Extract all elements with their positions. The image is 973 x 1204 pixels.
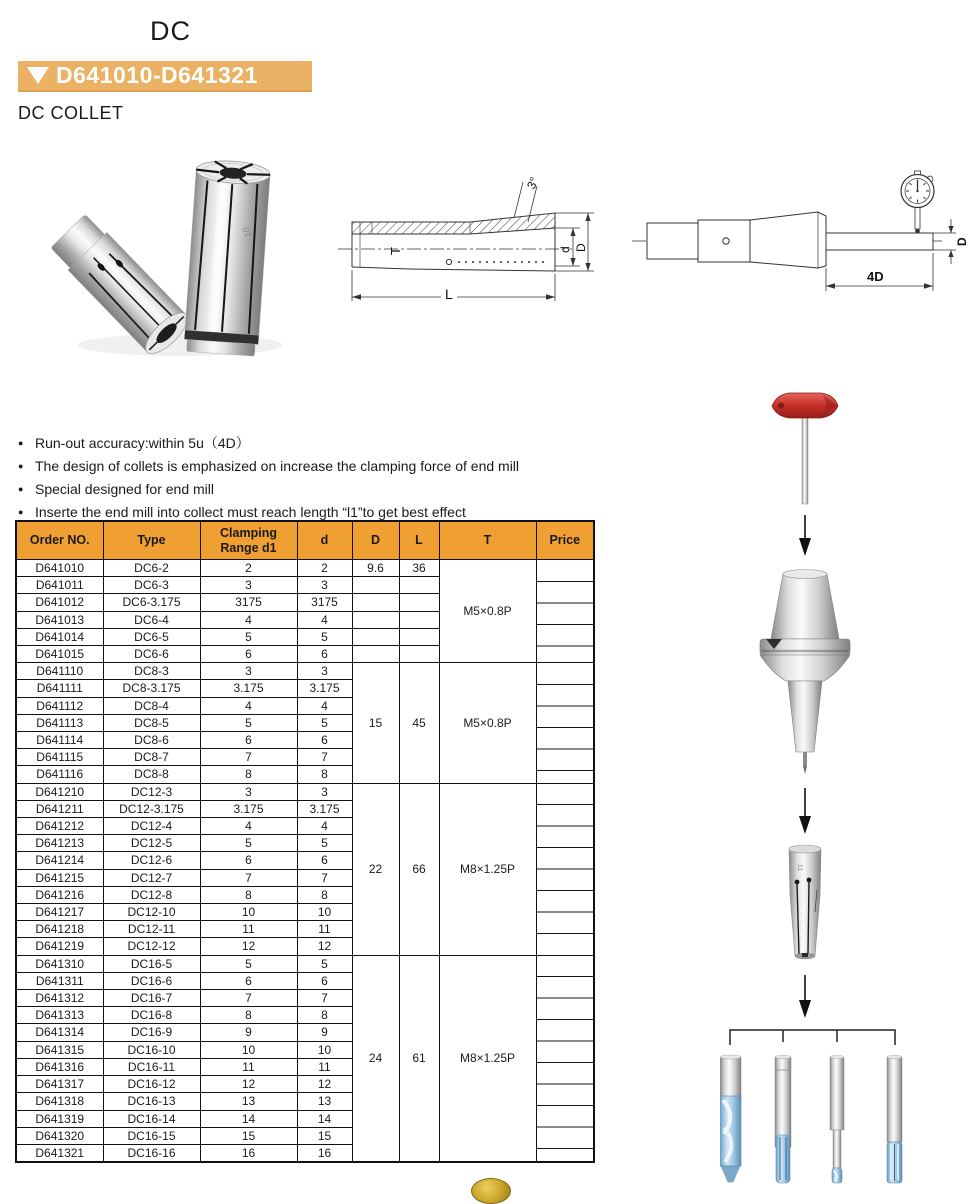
- angle-label: 3°: [524, 174, 542, 192]
- dial-indicator-icon: [901, 171, 934, 233]
- big-d-cell: 9.6: [352, 560, 399, 577]
- order-no-cell: D641013: [16, 611, 103, 628]
- clamping-range-cell: 7: [200, 869, 297, 886]
- t-cell: M8×1.25P: [439, 783, 536, 955]
- order-no-cell: D641110: [16, 663, 103, 680]
- order-no-cell: D641318: [16, 1093, 103, 1110]
- tool-holder: [760, 570, 850, 775]
- page-title: DC: [150, 16, 191, 46]
- type-cell: DC8-4: [103, 697, 200, 714]
- clamping-range-cell: 14: [200, 1110, 297, 1127]
- big-d-cell: [352, 611, 399, 628]
- price-cell: [536, 783, 594, 955]
- spec-table-body: [16, 560, 594, 1163]
- order-no-cell: D641317: [16, 1076, 103, 1093]
- clamping-range-cell: 5: [200, 835, 297, 852]
- order-no-cell: D641212: [16, 818, 103, 835]
- order-no-cell: D641112: [16, 697, 103, 714]
- type-cell: DC8-8: [103, 766, 200, 783]
- order-no-cell: D641313: [16, 1007, 103, 1024]
- d-cell: 10: [297, 904, 352, 921]
- feature-item: ● Run-out accuracy:within 5u（4D）: [18, 432, 519, 455]
- order-no-cell: D641211: [16, 800, 103, 817]
- d-cell: 8: [297, 886, 352, 903]
- clamping-range-cell: 3: [200, 663, 297, 680]
- clamping-range-cell: 3: [200, 577, 297, 594]
- length-dim-label: L: [445, 286, 453, 302]
- type-cell: DC16-9: [103, 1024, 200, 1041]
- clamping-range-cell: 4: [200, 697, 297, 714]
- d-cell: 13: [297, 1093, 352, 1110]
- type-cell: DC12-10: [103, 904, 200, 921]
- t-cell: M5×0.8P: [439, 560, 536, 663]
- type-cell: DC16-12: [103, 1076, 200, 1093]
- type-cell: DC16-8: [103, 1007, 200, 1024]
- d-cell: 4: [297, 818, 352, 835]
- type-cell: DC16-15: [103, 1127, 200, 1144]
- type-cell: DC12-7: [103, 869, 200, 886]
- order-no-cell: D641115: [16, 749, 103, 766]
- clamping-range-cell: 2: [200, 560, 297, 577]
- end-mill-2: [775, 1055, 791, 1183]
- clamping-range-cell: 5: [200, 955, 297, 972]
- l-cell: [399, 577, 439, 594]
- clamping-range-cell: 6: [200, 852, 297, 869]
- order-no-cell: D641214: [16, 852, 103, 869]
- d-cell: 5: [297, 835, 352, 852]
- type-cell: DC8-3: [103, 663, 200, 680]
- d-cell: 3.175: [297, 800, 352, 817]
- col-header-T: T: [439, 521, 536, 560]
- d-cell: 6: [297, 646, 352, 663]
- l-cell: [399, 611, 439, 628]
- table-row: [16, 955, 594, 972]
- clamping-range-cell: 9: [200, 1024, 297, 1041]
- l-cell: 66: [399, 783, 439, 955]
- col-header-d: d: [297, 521, 352, 560]
- table-row: [16, 783, 594, 800]
- order-no-cell: D641111: [16, 680, 103, 697]
- l-cell: [399, 594, 439, 611]
- clamping-range-cell: 6: [200, 646, 297, 663]
- feature-list: [18, 432, 519, 524]
- big-d-cell: [352, 628, 399, 645]
- order-no-cell: D641010: [16, 560, 103, 577]
- order-no-cell: D641210: [16, 783, 103, 800]
- runout-length-label: 4D: [867, 269, 884, 284]
- l-cell: 45: [399, 663, 439, 783]
- type-cell: DC16-14: [103, 1110, 200, 1127]
- feature-item: ● The design of collets is emphasized on increase the clamping force of end mill: [18, 455, 519, 478]
- d-cell: 6: [297, 852, 352, 869]
- t-cell: M8×1.25P: [439, 955, 536, 1162]
- assembly-diagram: [720, 390, 973, 1189]
- upright-collet: [184, 159, 271, 357]
- d-cell: 3: [297, 577, 352, 594]
- l-cell: 36: [399, 560, 439, 577]
- d-cell: 3175: [297, 594, 352, 611]
- clamping-range-cell: 7: [200, 990, 297, 1007]
- clamping-range-cell: 16: [200, 1144, 297, 1162]
- big-d-cell: [352, 577, 399, 594]
- type-cell: DC12-12: [103, 938, 200, 955]
- order-no-cell: D641011: [16, 577, 103, 594]
- l-cell: 61: [399, 955, 439, 1162]
- order-no-cell: D641014: [16, 628, 103, 645]
- order-no-cell: D641213: [16, 835, 103, 852]
- d-cell: 11: [297, 921, 352, 938]
- d-cell: 12: [297, 938, 352, 955]
- end-mill-1: [720, 1055, 741, 1182]
- feature-item: ● Special designed for end mill: [18, 478, 519, 501]
- clamping-range-cell: 5: [200, 714, 297, 731]
- clamping-range-cell: 8: [200, 1007, 297, 1024]
- order-no-cell: D641312: [16, 990, 103, 1007]
- d-cell: 7: [297, 869, 352, 886]
- order-no-cell: D641321: [16, 1144, 103, 1162]
- type-cell: DC16-16: [103, 1144, 200, 1162]
- d-cell: 8: [297, 766, 352, 783]
- svg-text:11: 11: [796, 864, 803, 872]
- type-cell: DC6-3: [103, 577, 200, 594]
- order-no-cell: D641116: [16, 766, 103, 783]
- clamping-range-cell: 3.175: [200, 800, 297, 817]
- type-cell: DC8-5: [103, 714, 200, 731]
- d-cell: 5: [297, 628, 352, 645]
- d-cell: 5: [297, 955, 352, 972]
- d-cell: 14: [297, 1110, 352, 1127]
- col-header-L: L: [399, 521, 439, 560]
- order-no-cell: D641217: [16, 904, 103, 921]
- clamping-range-cell: 8: [200, 766, 297, 783]
- type-cell: DC6-5: [103, 628, 200, 645]
- order-no-cell: D641218: [16, 921, 103, 938]
- big-d-cell: [352, 646, 399, 663]
- d-cell: 3: [297, 663, 352, 680]
- d-cell: 4: [297, 697, 352, 714]
- clamping-range-cell: 3175: [200, 594, 297, 611]
- table-row: [16, 663, 594, 680]
- type-cell: DC8-6: [103, 732, 200, 749]
- type-cell: DC12-11: [103, 921, 200, 938]
- col-header-type: Type: [103, 521, 200, 560]
- clamping-range-cell: 12: [200, 1076, 297, 1093]
- d-cell: 15: [297, 1127, 352, 1144]
- down-arrow-3: [799, 975, 811, 1018]
- l-cell: [399, 646, 439, 663]
- order-no-cell: D641316: [16, 1058, 103, 1075]
- triangle-down-icon: [27, 67, 49, 84]
- type-cell: DC16-7: [103, 990, 200, 1007]
- table-row: [16, 560, 594, 577]
- col-header-D: D: [352, 521, 399, 560]
- order-no-cell: D641012: [16, 594, 103, 611]
- t-dim-label: T: [388, 247, 403, 255]
- type-cell: DC12-6: [103, 852, 200, 869]
- col-header-order: Order NO.: [16, 521, 103, 560]
- type-cell: DC8-7: [103, 749, 200, 766]
- type-cell: DC12-3: [103, 783, 200, 800]
- clamping-range-cell: 4: [200, 611, 297, 628]
- order-no-cell: D641215: [16, 869, 103, 886]
- product-subtitle: DC COLLET: [18, 103, 124, 123]
- type-cell: DC12-4: [103, 818, 200, 835]
- order-no-cell: D641310: [16, 955, 103, 972]
- big-d-cell: 24: [352, 955, 399, 1162]
- type-cell: DC6-2: [103, 560, 200, 577]
- d-cell: 4: [297, 611, 352, 628]
- order-no-cell: D641015: [16, 646, 103, 663]
- collet-section-drawing: [330, 170, 625, 315]
- clamping-range-cell: 8: [200, 886, 297, 903]
- clamping-range-cell: 6: [200, 732, 297, 749]
- feature-item: ● Inserte the end mill into collect must reach length “l1”to get best effect: [18, 501, 519, 524]
- d-cell: 2: [297, 560, 352, 577]
- svg-text:10: 10: [240, 226, 253, 239]
- type-cell: DC16-6: [103, 972, 200, 989]
- big-d-cell: 22: [352, 783, 399, 955]
- down-arrow-2: [799, 788, 811, 834]
- gold-logo: [471, 1178, 511, 1204]
- branch-bracket: [730, 1030, 895, 1045]
- collet-product-photo: [30, 140, 310, 365]
- order-no-cell: D641319: [16, 1110, 103, 1127]
- type-cell: DC6-4: [103, 611, 200, 628]
- d-cell: 8: [297, 1007, 352, 1024]
- price-cell: [536, 955, 594, 1162]
- clamping-range-cell: 3: [200, 783, 297, 800]
- end-mill-4: [887, 1055, 902, 1183]
- hex-wrench: [772, 393, 838, 504]
- type-cell: DC8-3.175: [103, 680, 200, 697]
- type-cell: DC6-3.175: [103, 594, 200, 611]
- d-cell: 11: [297, 1058, 352, 1075]
- clamping-range-cell: 4: [200, 818, 297, 835]
- order-no-cell: D641113: [16, 714, 103, 731]
- d-cell: 7: [297, 990, 352, 1007]
- clamping-range-cell: 11: [200, 1058, 297, 1075]
- end-mill-3: [830, 1055, 844, 1183]
- clamping-range-cell: 3.175: [200, 680, 297, 697]
- d-cell: 6: [297, 972, 352, 989]
- type-cell: DC16-11: [103, 1058, 200, 1075]
- l-cell: [399, 628, 439, 645]
- clamping-range-cell: 10: [200, 1041, 297, 1058]
- clamping-range-cell: 13: [200, 1093, 297, 1110]
- d-dim-label: d: [558, 246, 572, 253]
- big-d-dim-label: D: [574, 243, 588, 252]
- price-cell: [536, 663, 594, 783]
- d-cell: 9: [297, 1024, 352, 1041]
- t-cell: M5×0.8P: [439, 663, 536, 783]
- clamping-range-cell: 12: [200, 938, 297, 955]
- clamping-range-cell: 10: [200, 904, 297, 921]
- clamping-range-cell: 6: [200, 972, 297, 989]
- range-banner: [18, 61, 312, 92]
- range-banner-label: D641010-D641321: [56, 62, 258, 88]
- clamping-range-cell: 15: [200, 1127, 297, 1144]
- d-cell: 16: [297, 1144, 352, 1162]
- price-cell: [536, 560, 594, 663]
- down-arrow-1: [799, 515, 811, 556]
- type-cell: DC16-10: [103, 1041, 200, 1058]
- order-no-cell: D641314: [16, 1024, 103, 1041]
- runout-test-drawing: [622, 165, 972, 310]
- type-cell: DC12-5: [103, 835, 200, 852]
- table-header-row: [16, 521, 594, 560]
- col-header-clamping: Clamping Range d1: [200, 521, 297, 560]
- d-cell: 6: [297, 732, 352, 749]
- big-d-cell: [352, 594, 399, 611]
- big-d-cell: 15: [352, 663, 399, 783]
- spec-table-container: [15, 520, 595, 1163]
- col-header-price: Price: [536, 521, 594, 560]
- clamping-range-cell: 7: [200, 749, 297, 766]
- d-cell: 7: [297, 749, 352, 766]
- bar-d-dim-label: D: [955, 237, 969, 246]
- type-cell: DC6-6: [103, 646, 200, 663]
- order-no-cell: D641216: [16, 886, 103, 903]
- order-no-cell: D641320: [16, 1127, 103, 1144]
- order-no-cell: D641219: [16, 938, 103, 955]
- clamping-range-cell: 11: [200, 921, 297, 938]
- d-cell: 3: [297, 783, 352, 800]
- type-cell: DC16-13: [103, 1093, 200, 1110]
- clamping-range-cell: 5: [200, 628, 297, 645]
- type-cell: DC12-3.175: [103, 800, 200, 817]
- type-cell: DC16-5: [103, 955, 200, 972]
- d-cell: 5: [297, 714, 352, 731]
- dc-collet: [789, 845, 821, 959]
- order-no-cell: D641311: [16, 972, 103, 989]
- spec-table: [15, 520, 595, 1163]
- order-no-cell: D641114: [16, 732, 103, 749]
- order-no-cell: D641315: [16, 1041, 103, 1058]
- type-cell: DC12-8: [103, 886, 200, 903]
- d-cell: 10: [297, 1041, 352, 1058]
- d-cell: 3.175: [297, 680, 352, 697]
- d-cell: 12: [297, 1076, 352, 1093]
